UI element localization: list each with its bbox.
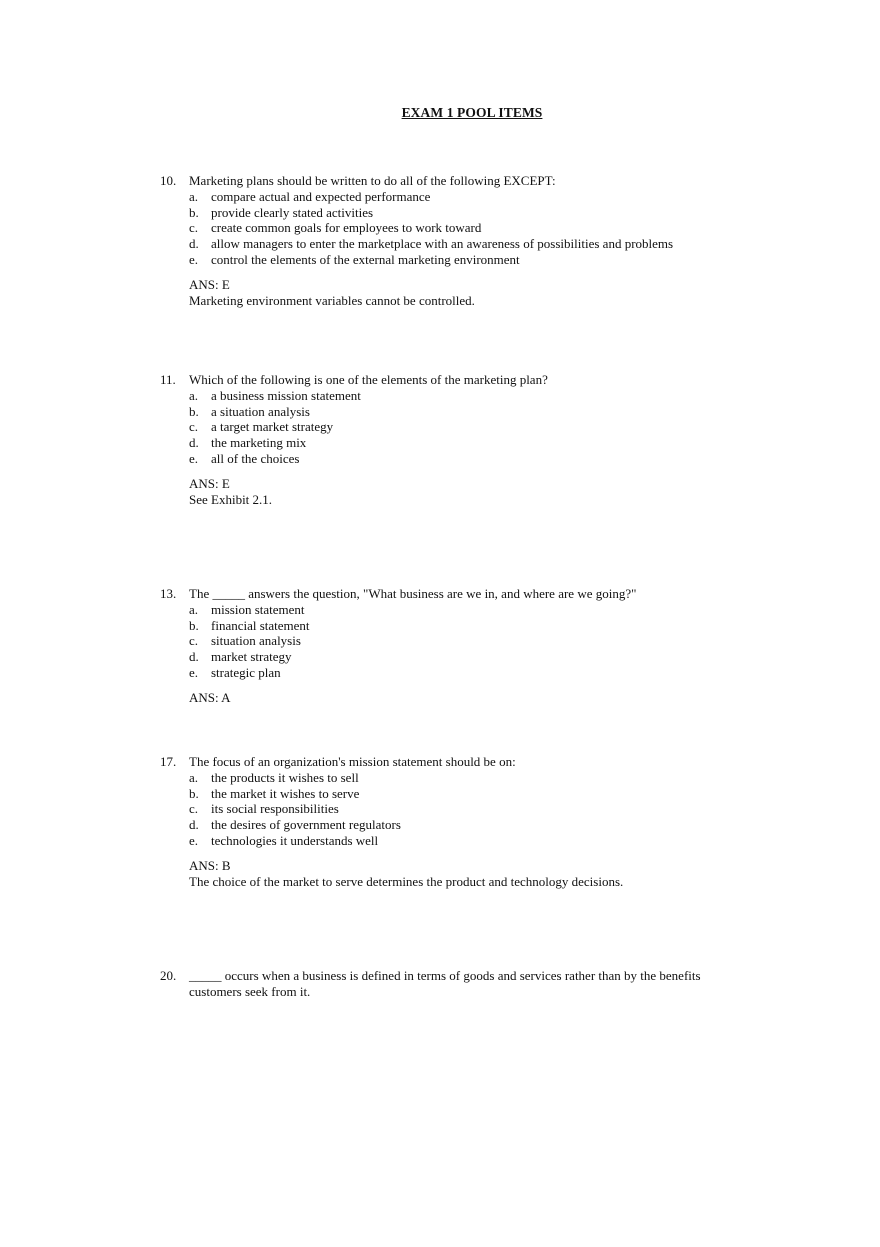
option-c bbox=[160, 801, 760, 817]
option-text: the market it wishes to serve bbox=[211, 785, 360, 801]
question-text: The focus of an organization's mission statement should be on: bbox=[189, 754, 516, 769]
question-stem bbox=[160, 173, 760, 189]
question-13 bbox=[160, 586, 760, 706]
option-letter: d. bbox=[189, 435, 199, 451]
option-text: a target market strategy bbox=[211, 419, 334, 435]
question-text: The _____ answers the question, "What business are we in, and where are we going?" bbox=[189, 586, 637, 601]
option-letter: a. bbox=[189, 769, 199, 785]
option-letter: b. bbox=[189, 785, 199, 801]
answer-explanation: The choice of the market to serve determines the product and technology decisions. bbox=[189, 873, 624, 889]
option-text: provide clearly stated activities bbox=[211, 204, 374, 220]
option-letter: c. bbox=[189, 220, 199, 236]
option-letter: d. bbox=[189, 817, 199, 833]
option-e bbox=[160, 833, 760, 849]
question-20 bbox=[160, 968, 750, 1000]
option-letter: b. bbox=[189, 617, 199, 633]
option-letter: e. bbox=[189, 664, 199, 680]
option-a bbox=[160, 189, 760, 205]
question-text: Which of the following is one of the elements of the marketing plan? bbox=[189, 372, 548, 387]
option-b bbox=[160, 404, 760, 420]
option-a bbox=[160, 770, 760, 786]
option-d bbox=[160, 649, 760, 665]
option-text: the products it wishes to sell bbox=[211, 769, 359, 785]
option-letter: c. bbox=[189, 633, 199, 649]
option-text: allow managers to enter the marketplace with an awareness of possibilities and problems bbox=[211, 236, 674, 252]
option-letter: e. bbox=[189, 251, 199, 267]
option-e bbox=[160, 252, 760, 268]
question-10 bbox=[160, 173, 760, 308]
page-title: EXAM 1 POOL ITEMS bbox=[401, 105, 543, 120]
option-c bbox=[160, 220, 760, 236]
option-text: market strategy bbox=[211, 649, 292, 665]
question-text: _____ occurs when a business is defined in terms of goods and services rather than by the benefits customers seek from it. bbox=[189, 968, 701, 999]
answer-block bbox=[160, 277, 760, 309]
option-text: control the elements of the external marketing environment bbox=[211, 251, 520, 267]
option-text: a situation analysis bbox=[211, 403, 310, 419]
option-text: technologies it understands well bbox=[211, 832, 379, 848]
option-letter: e. bbox=[189, 832, 199, 848]
option-letter: e. bbox=[189, 450, 199, 466]
option-d bbox=[160, 435, 760, 451]
option-letter: c. bbox=[189, 801, 199, 817]
option-list bbox=[160, 770, 760, 849]
option-list bbox=[160, 388, 760, 467]
option-c bbox=[160, 419, 760, 435]
question-text: Marketing plans should be written to do all of the following EXCEPT: bbox=[189, 173, 556, 188]
option-letter: b. bbox=[189, 403, 199, 419]
option-text: compare actual and expected performance bbox=[211, 188, 431, 204]
option-text: a business mission statement bbox=[211, 387, 361, 403]
option-e bbox=[160, 665, 760, 681]
option-letter: d. bbox=[189, 649, 199, 665]
answer-key: ANS: E bbox=[189, 475, 230, 491]
option-b bbox=[160, 786, 760, 802]
answer-explanation: Marketing environment variables cannot be controlled. bbox=[189, 292, 475, 308]
option-b bbox=[160, 618, 760, 634]
option-text: its social responsibilities bbox=[211, 801, 339, 817]
option-a bbox=[160, 602, 760, 618]
question-11 bbox=[160, 372, 760, 507]
option-text: strategic plan bbox=[211, 664, 281, 680]
option-letter: a. bbox=[189, 387, 199, 403]
option-a bbox=[160, 388, 760, 404]
option-list bbox=[160, 189, 760, 268]
question-stem bbox=[160, 968, 750, 1000]
option-text: situation analysis bbox=[211, 633, 301, 649]
answer-block bbox=[160, 858, 760, 890]
question-number: 17. bbox=[160, 754, 177, 769]
option-letter: b. bbox=[189, 204, 199, 220]
option-text: the desires of government regulators bbox=[211, 817, 401, 833]
question-number: 10. bbox=[160, 173, 177, 188]
answer-explanation: See Exhibit 2.1. bbox=[189, 491, 273, 507]
option-text: create common goals for employees to work toward bbox=[211, 220, 482, 236]
question-number: 11. bbox=[160, 372, 176, 387]
option-e bbox=[160, 451, 760, 467]
option-letter: a. bbox=[189, 601, 199, 617]
option-text: all of the choices bbox=[211, 450, 300, 466]
question-number: 20. bbox=[160, 968, 177, 983]
option-d bbox=[160, 817, 760, 833]
answer-block bbox=[160, 476, 760, 508]
option-d bbox=[160, 236, 760, 252]
option-c bbox=[160, 633, 760, 649]
option-list bbox=[160, 602, 760, 681]
answer-block bbox=[160, 690, 760, 706]
option-text: financial statement bbox=[211, 617, 310, 633]
question-stem bbox=[160, 754, 760, 770]
answer-key: ANS: B bbox=[189, 857, 231, 873]
option-letter: d. bbox=[189, 236, 199, 252]
question-number: 13. bbox=[160, 586, 177, 601]
option-text: mission statement bbox=[211, 601, 305, 617]
question-stem bbox=[160, 586, 760, 602]
answer-key: ANS: E bbox=[189, 276, 230, 292]
option-letter: c. bbox=[189, 419, 199, 435]
option-letter: a. bbox=[189, 188, 199, 204]
option-text: the marketing mix bbox=[211, 435, 307, 451]
question-stem bbox=[160, 372, 760, 388]
answer-key: ANS: A bbox=[189, 689, 231, 705]
option-b bbox=[160, 205, 760, 221]
question-17 bbox=[160, 754, 760, 889]
